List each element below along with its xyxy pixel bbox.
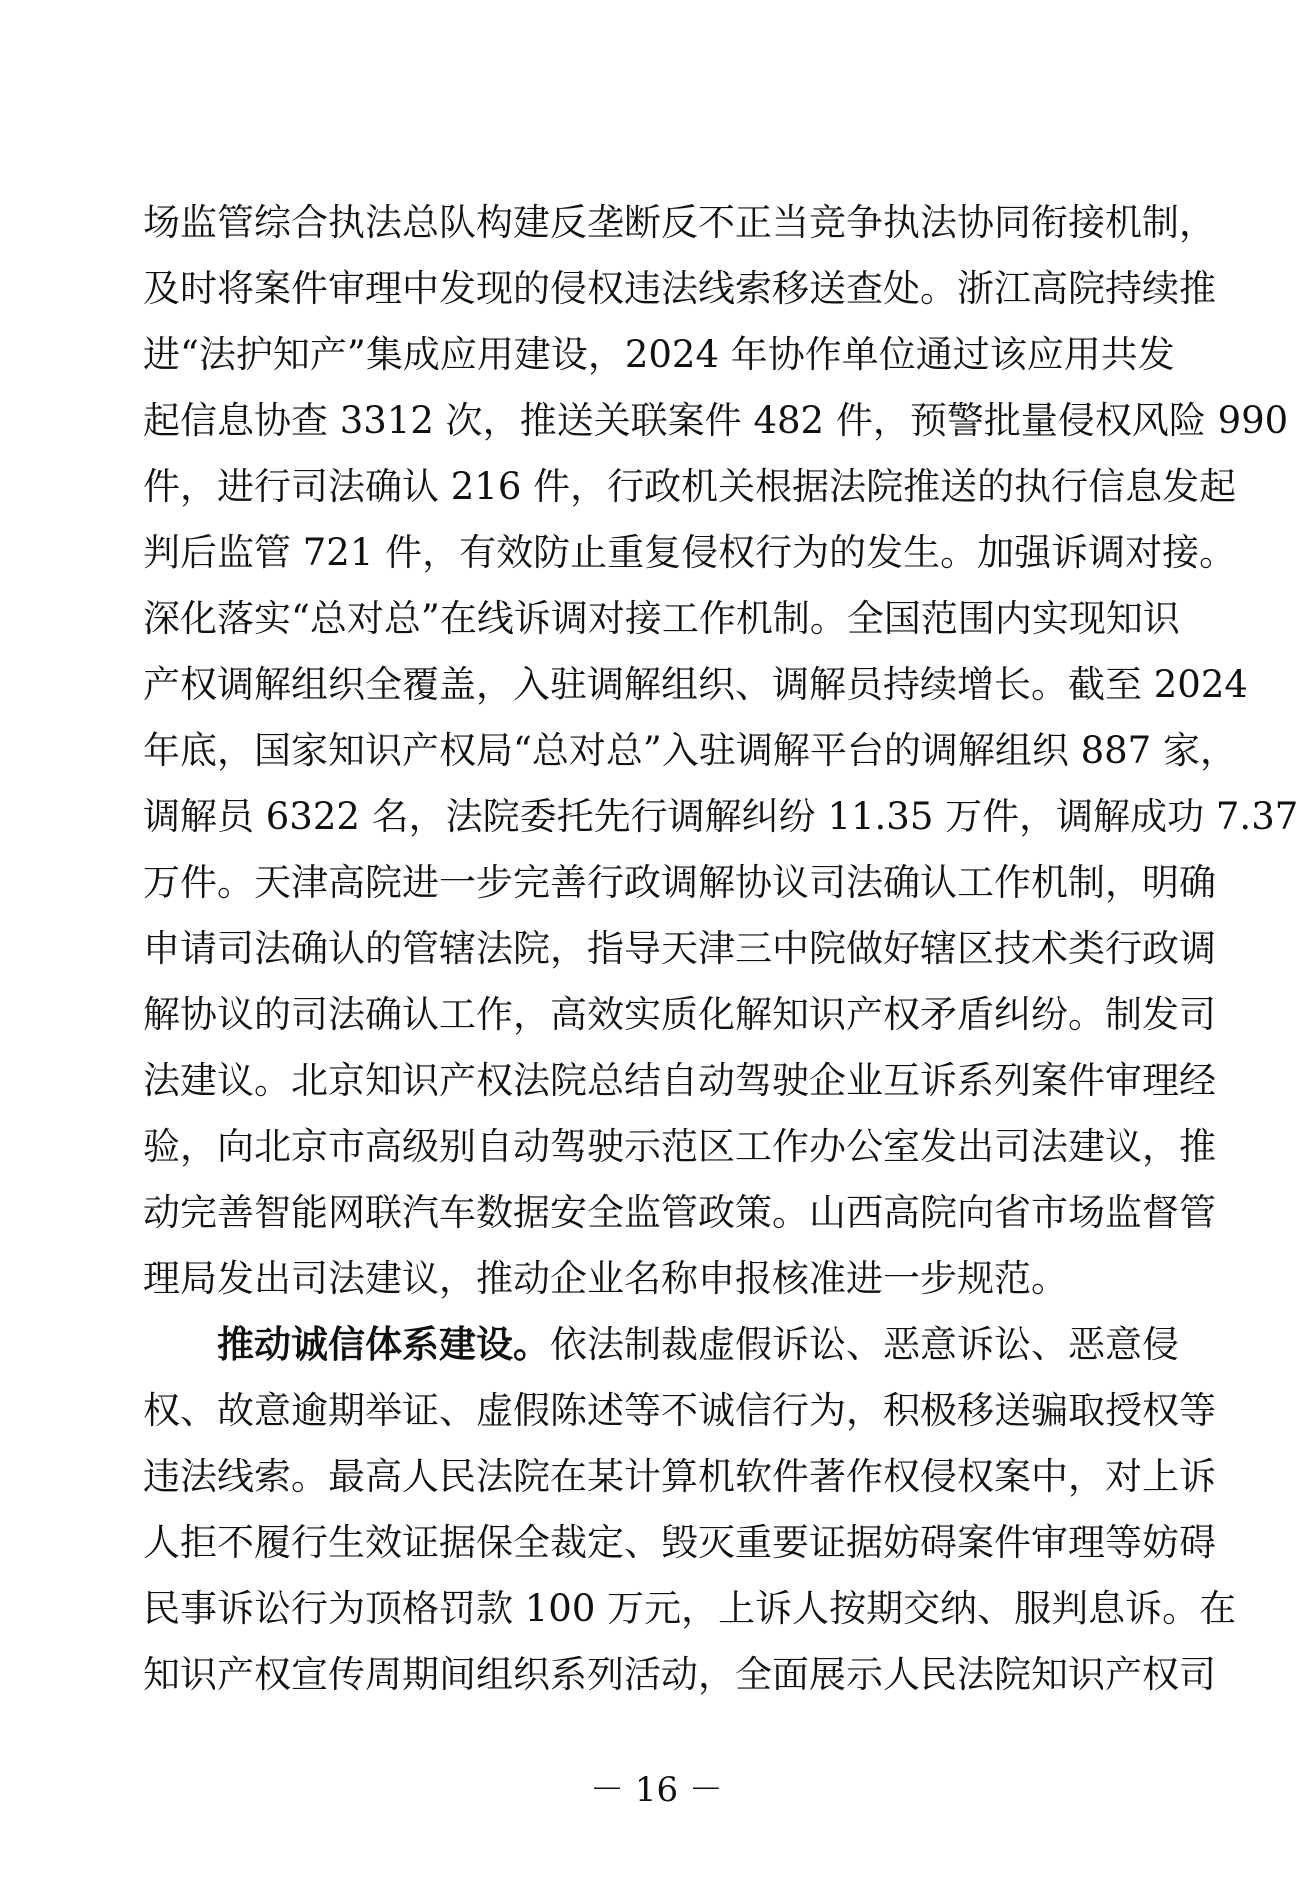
text-run: 依法制裁虚假诉讼、恶意诉讼、恶意侵 — [550, 1323, 1179, 1366]
paragraph-heading: 推动诚信体系建设。 — [217, 1323, 550, 1366]
text-line: 件，进行司法确认 216 件，行政机关根据法院推送的执行信息发起 — [143, 465, 1237, 508]
text-line: 场监管综合执法总队构建反垄断反不正当竞争执法协同衔接机制， — [143, 201, 1216, 244]
text-line: 理局发出司法建议，推动企业名称申报核准进一步规范。 — [143, 1257, 1068, 1300]
text-line: 万件。天津高院进一步完善行政调解协议司法确认工作机制，明确 — [143, 861, 1216, 904]
text-line: 权、故意逾期举证、虚假陈述等不诚信行为，积极移送骗取授权等 — [143, 1389, 1216, 1432]
text-line: 解协议的司法确认工作，高效实质化解知识产权矛盾纠纷。制发司 — [143, 993, 1216, 1036]
text-line: 知识产权宣传周期间组织系列活动，全面展示人民法院知识产权司 — [143, 1653, 1216, 1696]
paragraph-1 — [143, 190, 1299, 1312]
text-line: 起信息协查 3312 次，推送关联案件 482 件，预警批量侵权风险 990 — [143, 399, 1289, 442]
document-body — [143, 190, 1299, 1708]
paragraph-first-line — [143, 1312, 1179, 1378]
paragraph-2 — [143, 1312, 1237, 1708]
page-number: － 16 － — [590, 1770, 723, 1810]
text-line: 验，向北京市高级别自动驾驶示范区工作办公室发出司法建议，推 — [143, 1125, 1216, 1168]
text-line: 违法线索。最高人民法院在某计算机软件著作权侵权案中，对上诉 — [143, 1455, 1216, 1498]
text-line: 判后监管 721 件，有效防止重复侵权行为的发生。加强诉调对接。 — [143, 531, 1237, 574]
text-line: 深化落实“总对总”在线诉调对接工作机制。全国范围内实现知识 — [143, 597, 1180, 640]
text-line: 产权调解组织全覆盖，入驻调解组织、调解员持续增长。截至 2024 — [143, 663, 1248, 706]
text-line: 申请司法确认的管辖法院，指导天津三中院做好辖区技术类行政调 — [143, 927, 1216, 970]
text-line: 动完善智能网联汽车数据安全监管政策。山西高院向省市场监督管 — [143, 1191, 1216, 1234]
text-line: 法建议。北京知识产权法院总结自动驾驶企业互诉系列案件审理经 — [143, 1059, 1216, 1102]
text-line: 及时将案件审理中发现的侵权违法线索移送查处。浙江高院持续推 — [143, 267, 1216, 310]
text-line: 年底，国家知识产权局“总对总”入驻调解平台的调解组织 887 家， — [143, 729, 1237, 772]
text-line: 进“法护知产”集成应用建设，2024 年协作单位通过该应用共发 — [143, 333, 1175, 376]
text-line: 调解员 6322 名，法院委托先行调解纠纷 11.35 万件，调解成功 7.37 — [143, 795, 1299, 838]
text-line: 民事诉讼行为顶格罚款 100 万元，上诉人按期交纳、服判息诉。在 — [143, 1587, 1237, 1630]
text-line: 人拒不履行生效证据保全裁定、毁灭重要证据妨碍案件审理等妨碍 — [143, 1521, 1216, 1564]
